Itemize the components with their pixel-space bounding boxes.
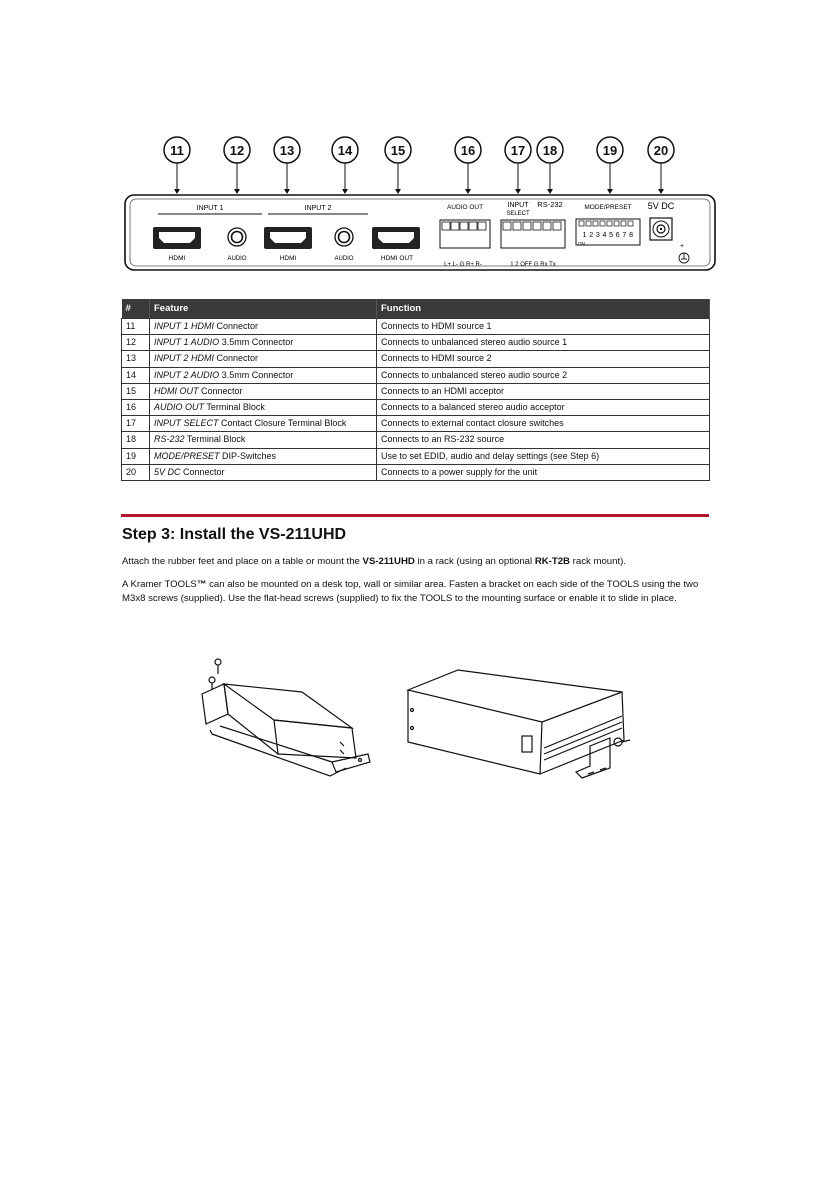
row-number: 17 xyxy=(122,416,150,432)
row-function: Connects to external contact closure switches xyxy=(377,416,710,432)
feature-rest: Terminal Block xyxy=(184,434,246,445)
dc-power-jack-icon xyxy=(650,218,672,240)
feature-rest: Connector xyxy=(214,353,259,364)
feature-rest: Terminal Block xyxy=(204,402,265,413)
p1-rack-mount: RK-T2B xyxy=(534,556,570,567)
callout-18: 18 xyxy=(542,143,558,158)
svg-text:+: + xyxy=(680,243,685,250)
table-row xyxy=(122,416,710,432)
hdmi-out-label: HDMI OUT xyxy=(380,255,414,262)
table-header-row xyxy=(122,299,710,319)
p2-text-a: A Kramer TOOLS xyxy=(122,579,197,590)
callout-13: 13 xyxy=(279,143,295,158)
table-row xyxy=(122,351,710,367)
row-number: 12 xyxy=(122,335,150,351)
bracket-mount-left-illustration xyxy=(202,659,370,776)
row-feature xyxy=(150,351,377,367)
row-function: Connects to unbalanced stereo audio source 1 xyxy=(377,335,710,351)
callout-11: 11 xyxy=(170,143,184,158)
hdmi-in-1-connector-icon xyxy=(153,227,201,249)
row-feature xyxy=(150,335,377,351)
row-number: 18 xyxy=(122,432,150,448)
section-divider xyxy=(121,514,709,517)
feature-rest: Contact Closure Terminal Block xyxy=(218,418,347,429)
table-row xyxy=(122,448,710,464)
feature-italic: INPUT 2 AUDIO xyxy=(154,369,220,380)
features-table xyxy=(121,299,710,481)
audio-in-2-jack-icon xyxy=(335,228,353,246)
hdmi-in-2-connector-icon xyxy=(264,227,312,249)
table-row xyxy=(122,399,710,415)
row-function: Connects to an HDMI acceptor xyxy=(377,383,710,399)
p1-text-a: Attach the rubber feet and place on a table or mount the xyxy=(122,556,363,567)
audio2-label: AUDIO xyxy=(334,256,354,262)
bracket-mount-right-illustration xyxy=(408,670,630,778)
row-feature xyxy=(150,383,377,399)
p1-text-e: rack mount). xyxy=(570,556,626,567)
row-number: 16 xyxy=(122,399,150,415)
mounting-illustration xyxy=(190,650,650,800)
p1-model: VS-211UHD xyxy=(362,556,415,567)
table-row xyxy=(122,335,710,351)
row-feature xyxy=(150,432,377,448)
feature-italic: RS-232 xyxy=(154,434,185,445)
row-number: 15 xyxy=(122,383,150,399)
row-function: Connects to an RS-232 source xyxy=(377,432,710,448)
header-function: Function xyxy=(377,299,710,319)
header-feature: Feature xyxy=(150,299,377,319)
hdmi-out-connector-icon xyxy=(372,227,420,249)
feature-italic: AUDIO OUT xyxy=(154,402,205,413)
dc-label: 5V DC xyxy=(647,201,675,211)
row-function: Connects to a power supply for the unit xyxy=(377,464,710,480)
dip-on-label: ON xyxy=(578,241,585,246)
feature-italic: MODE/PRESET xyxy=(154,450,220,461)
feature-rest: 3.5mm Connector xyxy=(219,369,294,380)
callout-12: 12 xyxy=(229,143,245,158)
row-feature xyxy=(150,367,377,383)
feature-rest: 3.5mm Connector xyxy=(219,337,294,348)
feature-rest: Connector xyxy=(180,466,225,477)
feature-rest: Connector xyxy=(214,321,259,332)
row-function: Connects to unbalanced stereo audio source 2 xyxy=(377,367,710,383)
row-feature xyxy=(150,399,377,415)
feature-italic: HDMI OUT xyxy=(154,385,199,396)
p2-text-c: can also be mounted on a desk top, wall or similar area. Fasten a bracket on each side of the TOOLS using the two M3x8 screws (supplied). Use the flat-head screws (supplied) to fix the TOOLS to the mounting surface or enable it to slide in place. xyxy=(122,579,699,604)
row-feature xyxy=(150,416,377,432)
select-rs232-terminal-icon xyxy=(501,220,565,248)
table-row xyxy=(122,367,710,383)
p1-text-c: in a rack (using an optional xyxy=(414,556,535,567)
row-number: 14 xyxy=(122,367,150,383)
callout-19: 19 xyxy=(602,143,618,158)
row-number: 19 xyxy=(122,448,150,464)
feature-italic: INPUT SELECT xyxy=(154,418,219,429)
feature-rest: Connector xyxy=(198,385,243,396)
audio-in-1-jack-icon xyxy=(228,228,246,246)
audio1-label: AUDIO xyxy=(227,256,247,262)
callout-20: 20 xyxy=(653,143,669,158)
audio-out-label: AUDIO OUT xyxy=(446,204,484,211)
row-feature xyxy=(150,464,377,480)
row-feature xyxy=(150,319,377,335)
rs232-label: RS-232 xyxy=(537,200,563,209)
table-row xyxy=(122,319,710,335)
feature-rest: DIP-Switches xyxy=(219,450,277,461)
callout-16: 16 xyxy=(460,143,476,158)
input1-group-label: INPUT 1 xyxy=(196,205,224,212)
step-paragraph-2 xyxy=(122,578,712,605)
mode-preset-label: MODE/PRESET xyxy=(584,204,632,211)
table-row xyxy=(122,464,710,480)
dip-numbers: 1 2 3 4 5 6 7 8 xyxy=(582,232,634,239)
callout-14: 14 xyxy=(337,143,353,158)
row-number: 13 xyxy=(122,351,150,367)
input2-group-label: INPUT 2 xyxy=(304,205,332,212)
table-row xyxy=(122,383,710,399)
feature-italic: INPUT 1 AUDIO xyxy=(154,337,220,348)
row-function: Connects to HDMI source 1 xyxy=(377,319,710,335)
row-function: Connects to a balanced stereo audio acceptor xyxy=(377,399,710,415)
feature-italic: INPUT 1 HDMI xyxy=(154,321,215,332)
input-select-label: INPUT xyxy=(507,202,529,209)
callout-15: 15 xyxy=(390,143,406,158)
feature-italic: INPUT 2 HDMI xyxy=(154,353,215,364)
callout-17: 17 xyxy=(510,143,526,158)
step-title: Step 3: Install the VS-211UHD xyxy=(122,526,347,543)
select-rs232-pins: 1 2 OFF G Rx Tx xyxy=(510,262,556,268)
audio-out-terminal-icon xyxy=(440,220,490,248)
row-function: Connects to HDMI source 2 xyxy=(377,351,710,367)
hdmi1-label: HDMI xyxy=(168,255,186,262)
step-paragraph-1 xyxy=(122,555,712,569)
header-number: # xyxy=(122,299,150,319)
row-function: Use to set EDID, audio and delay settings (see Step 6) xyxy=(377,448,710,464)
row-number: 11 xyxy=(122,319,150,335)
row-feature xyxy=(150,448,377,464)
audio-out-pins: L+ L- G R+ R- xyxy=(444,262,482,268)
hdmi2-label: HDMI xyxy=(279,255,297,262)
p2-trademark: ™ xyxy=(196,579,207,590)
table-row xyxy=(122,432,710,448)
rear-panel-diagram xyxy=(120,135,720,275)
feature-italic: 5V DC xyxy=(154,466,181,477)
input-select-label-2: SELECT xyxy=(506,211,530,217)
row-number: 20 xyxy=(122,464,150,480)
